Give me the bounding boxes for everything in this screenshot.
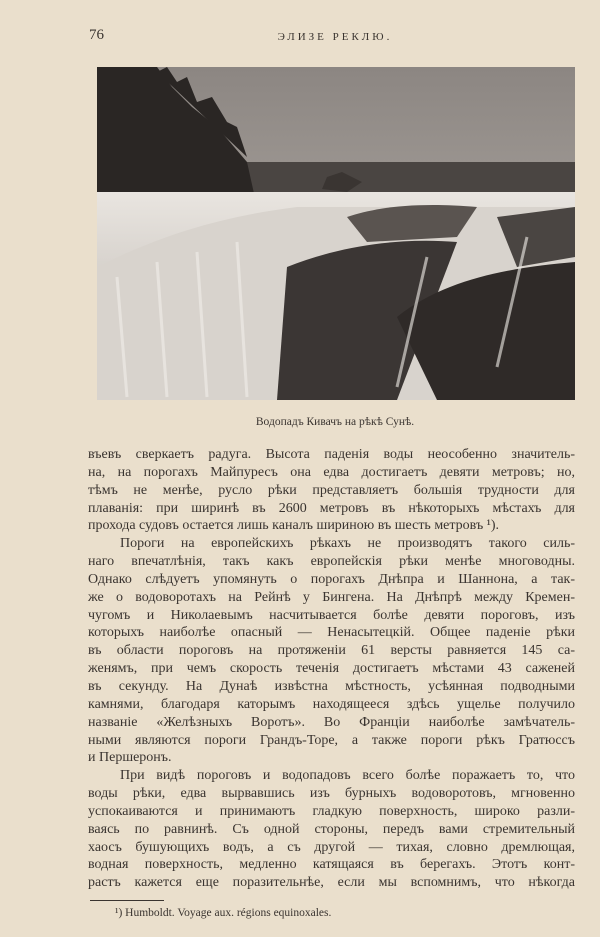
running-head: ЭЛИЗЕ РЕКЛЮ. <box>277 31 393 43</box>
text-line: и Першеронъ. <box>88 750 172 766</box>
text-line: камнями, благодаря каторымъ находящееся здѣсь ущелье получило <box>88 696 575 712</box>
text-line: въ секунду. На Дунаѣ извѣстна мѣстность, усѣянная подводными <box>88 678 575 694</box>
text-line: на, на порогахъ Майпуресъ она едва достигаетъ девяти метровъ; но, <box>88 464 575 480</box>
text-line: воды рѣки, едва вырвавшись изъ бурныхъ водоворотовъ, мгновенно <box>88 786 575 802</box>
text-line: въевъ сверкаетъ радуга. Высота паденія воды неособенно значитель- <box>88 447 575 462</box>
page-number: 76 <box>89 27 104 43</box>
text-line: Пороги на европейскихъ рѣкахъ не производятъ такого силь- <box>120 536 575 552</box>
text-line: ваясь по равнинѣ. Съ одной стороны, передъ вами стремительный <box>88 821 575 837</box>
text-line: успокаиваются и принимаютъ гладкую поверхность, широко разли- <box>88 803 575 819</box>
text-line: тѣмъ не менѣе, русло рѣки представляетъ большія трудности для <box>88 482 575 498</box>
footnote: ¹) Humboldt. Voyage aux. régions equinoxales. <box>115 907 332 919</box>
text-line: водная поверхность, медленно катящаяся въ берегахъ. Этотъ конт- <box>88 857 575 873</box>
text-line: въ области пороговъ на протяженіи 61 версты равняется 145 са- <box>88 643 575 659</box>
text-line: хаосъ бушующихъ водъ, а съ другой — тихая, словно дремлющая, <box>88 839 575 855</box>
text-line: которыхъ наиболѣе опасный — Ненасытецкій. Общее паденіе рѣки <box>88 625 575 641</box>
text-line: ными являются пороги Грандъ-Торе, а также пороги рѣкъ Гратюссъ <box>88 732 575 748</box>
figure-caption: Водопадъ Кивачъ на рѣкѣ Сунѣ. <box>255 416 415 428</box>
text-line: наго впечатлѣнія, такъ какъ европейскія рѣки менѣе многоводны. <box>88 554 575 570</box>
body-text <box>88 446 575 892</box>
text-line: плаванія: при ширинѣ въ 2600 метровъ въ нѣкоторыхъ мѣстахъ для <box>88 500 575 516</box>
text-line: женямъ, при чемъ скорость теченія достигаетъ мѣстами 43 саженей <box>88 661 575 677</box>
text-line: чугомъ и Николаевымъ насчитывается болѣе девяти пороговъ, изъ <box>88 607 575 623</box>
text-line: прохода судовъ остается лишь каналъ шириною въ шесть метровъ ¹). <box>88 518 500 534</box>
waterfall-illustration <box>97 67 575 400</box>
text-line: При видѣ пороговъ и водопадовъ всего болѣе поражаетъ то, что <box>120 768 575 784</box>
text-line: растъ кажется еще поразительнѣе, если мы вспомнимъ, что нѣкогда <box>88 875 575 891</box>
text-line: названіе «Желѣзныхъ Воротъ». Во Франціи наиболѣе замѣчатель- <box>88 714 575 730</box>
text-line: же о водоворотахъ на Рейнѣ у Бингена. На Днѣпрѣ между Кремен- <box>88 589 575 605</box>
footnote-rule <box>90 900 164 901</box>
text-line: Однако слѣдуетъ упомянуть о порогахъ Днѣпра и Шаннона, а так- <box>88 571 575 587</box>
